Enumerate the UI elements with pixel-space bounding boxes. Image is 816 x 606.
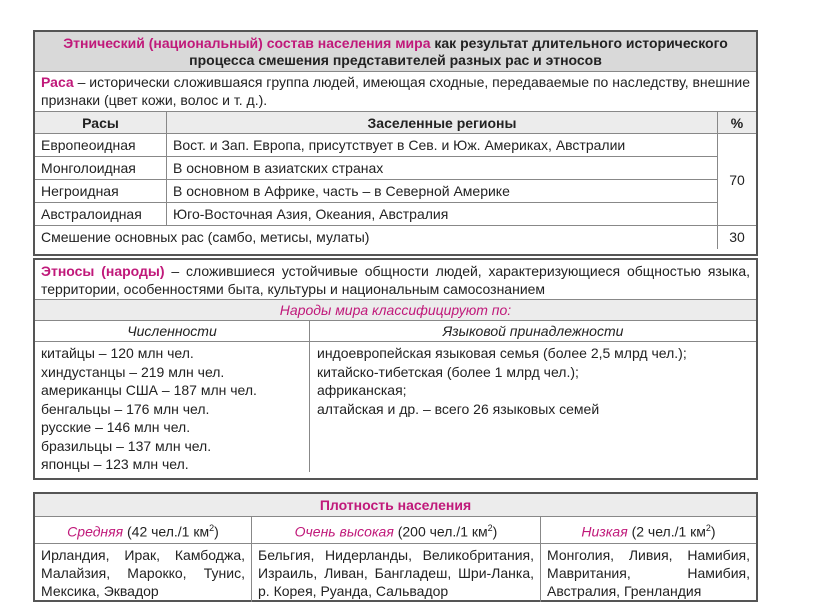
- race-regions: В основном в Африке, часть – в Северной Америке: [167, 180, 718, 203]
- race-regions: Юго-Восточная Азия, Океания, Австралия: [167, 203, 718, 226]
- classify-title: Народы мира классифицируют по:: [35, 299, 756, 321]
- density-close: ): [214, 523, 219, 540]
- list-item: бразильцы – 137 млн чел.: [41, 437, 212, 454]
- classify-headers: [35, 321, 756, 342]
- race-percent-merged: 70: [718, 134, 757, 226]
- table-row: [35, 203, 756, 226]
- density-value: (42 чел./1 км: [123, 523, 210, 540]
- number-list: [35, 342, 310, 472]
- races-table: [35, 111, 756, 249]
- race-definition: [35, 71, 756, 111]
- race-term: Раса: [41, 74, 74, 90]
- header-regions: Заселенные регионы: [167, 112, 718, 134]
- header-percent: %: [718, 112, 757, 134]
- mix-row: [35, 226, 756, 249]
- list-item: американцы США – 187 млн чел.: [41, 382, 257, 398]
- language-list: [310, 342, 756, 472]
- list-item: африканская;: [317, 382, 407, 398]
- density-countries-high: Бельгия, Нидерланды, Великобритания, Израиль, Ливан, Бангладеш, Шри-Ланка, р. Корея, Руанда, Сальвадор: [252, 544, 541, 602]
- list-item: хиндустанцы – 219 млн чел.: [41, 363, 225, 380]
- density-header-medium: [35, 517, 252, 543]
- ethnos-term: Этносы (народы): [41, 263, 165, 279]
- title-highlight: Этнический (национальный) состав населения мира: [63, 35, 431, 51]
- density-title: Плотность населения: [35, 494, 756, 517]
- ethnos-definition: [35, 260, 756, 299]
- table-header-row: [35, 112, 756, 134]
- density-header-high: [252, 517, 541, 543]
- ethnos-definition-text: – сложившиеся устойчивые общности людей, характеризующиеся общностью языка, территории, особенностями быта, культуры и национальным самосознанием: [41, 263, 750, 297]
- table-row: [35, 134, 756, 157]
- table-row: [35, 157, 756, 180]
- race-regions: Вост. и Зап. Европа, присутствует в Сев. и Юж. Америках, Австралии: [167, 134, 718, 157]
- header-number: Численности: [35, 321, 310, 341]
- density-body: [35, 544, 756, 602]
- race-regions: В основном в азиатских странах: [167, 157, 718, 180]
- density-sup: 2: [209, 523, 215, 533]
- density-close: ): [492, 523, 498, 540]
- classify-body: [35, 342, 756, 472]
- density-close: ): [710, 523, 716, 540]
- block-title: [35, 32, 756, 71]
- density-sup: 2: [705, 523, 711, 533]
- density-value: (200 чел./1 км: [393, 523, 488, 540]
- list-item: китайско-тибетская (более 1 млрд чел.);: [317, 363, 579, 380]
- race-name: Негроидная: [35, 180, 167, 203]
- header-races: Расы: [35, 112, 167, 134]
- race-name: Австралоидная: [35, 203, 167, 226]
- race-name: Европеоидная: [35, 134, 167, 157]
- title-rest: как результат длительного исторического процесса смешения представителей разных рас и этносов: [189, 35, 728, 68]
- mix-label: Смешение основных рас (самбо, метисы, мулаты): [35, 226, 718, 249]
- race-definition-text: – исторически сложившаяся группа людей, имеющая сходные, передаваемые по наследству, внешние признаки (цвет кожи, волос и т. д.).: [41, 74, 750, 108]
- density-countries-medium: Ирландия, Ирак, Камбоджа, Малайзия, Марокко, Тунис, Мексика, Эквадор: [35, 544, 252, 602]
- table-row: [35, 180, 756, 203]
- density-headers: [35, 517, 756, 544]
- race-name: Монголоидная: [35, 157, 167, 180]
- list-item: алтайская и др. – всего 26 языковых семей: [317, 400, 600, 417]
- density-block: [33, 492, 758, 602]
- mix-percent: 30: [718, 226, 757, 249]
- density-name: Очень высокая: [294, 523, 394, 540]
- race-composition-block: [33, 30, 758, 256]
- ethnos-block: [33, 258, 758, 480]
- density-header-low: [541, 517, 756, 543]
- density-sup: 2: [487, 523, 493, 533]
- list-item: китайцы – 120 млн чел.: [41, 345, 194, 361]
- density-value: (2 чел./1 км: [627, 523, 706, 540]
- density-name: Низкая: [581, 523, 628, 540]
- header-language: Языковой принадлежности: [442, 323, 624, 339]
- list-item: русские – 146 млн чел.: [41, 419, 191, 435]
- list-item: индоевропейская языковая семья (более 2,5 млрд чел.);: [317, 345, 687, 361]
- density-name: Средняя: [67, 523, 124, 540]
- list-item: бенгальцы – 176 млн чел.: [41, 400, 210, 417]
- list-item: японцы – 123 млн чел.: [41, 456, 189, 472]
- density-countries-low: Монголия, Ливия, Намибия, Мавритания, Намибия, Австралия, Гренландия: [547, 546, 750, 599]
